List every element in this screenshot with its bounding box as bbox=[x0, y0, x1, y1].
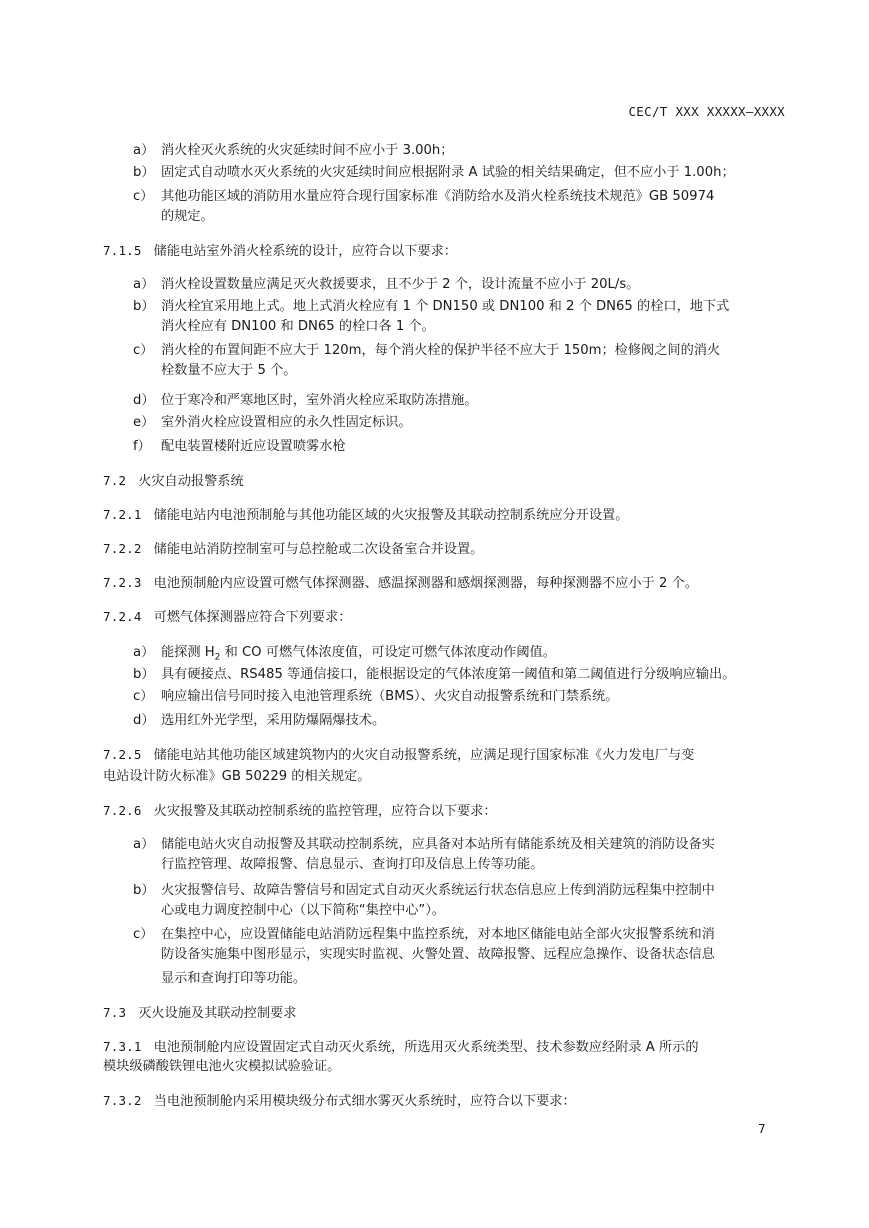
item-marker: c） bbox=[133, 343, 154, 358]
clause-line bbox=[103, 241, 457, 262]
page-header: CEC/T XXX XXXXX—XXXX bbox=[628, 104, 785, 119]
item-marker: b） bbox=[133, 667, 155, 682]
clause-line bbox=[103, 1003, 296, 1024]
list-item-text: 消火栓应有 DN100 和 DN65 的栓口各 1 个。 bbox=[161, 319, 435, 334]
clause-text: 当电池预制舱内采用模块级分布式细水雾灭火系统时，应符合以下要求： bbox=[153, 1094, 576, 1109]
list-item-text: 选用红外光学型，采用防爆隔爆技术。 bbox=[161, 713, 386, 728]
list-item-text: 显示和查询打印等功能。 bbox=[161, 971, 307, 986]
clause-number: 7.2.2 bbox=[103, 541, 142, 556]
clause-number: 7.2.5 bbox=[103, 747, 142, 762]
list-item-text: 火灾报警信号、故障告警信号和固定式自动灭火系统运行状态信息应上传到消防远程集中控制中 bbox=[161, 883, 715, 898]
clause-text: 灭火设施及其联动控制要求 bbox=[138, 1006, 297, 1021]
clause-line bbox=[103, 505, 628, 526]
clause-line bbox=[103, 745, 694, 766]
list-item-text: 行监控管理、故障报警、信息显示、查询打印及信息上传等功能。 bbox=[161, 857, 544, 872]
list-item-text: 能探测 $H_2$ 和 CO 可燃气体浓度值，可设定可燃气体浓度动作阈值。 bbox=[161, 645, 556, 663]
clause-number: 7.3.1 bbox=[103, 1039, 142, 1054]
item-marker: b） bbox=[133, 299, 155, 314]
list-item-text: 的规定。 bbox=[161, 209, 214, 224]
list-item-text: 固定式自动喷水灭火系统的火灾延续时间应根据附录 A 试验的相关结果确定，但不应小于 1.00h； bbox=[161, 165, 735, 180]
item-marker: c） bbox=[133, 689, 154, 704]
item-marker: b） bbox=[133, 883, 155, 898]
clause-number: 7.3.2 bbox=[103, 1093, 142, 1108]
list-item-text: 消火栓的布置间距不应大于 120m，每个消火栓的保护半径不应大于 150m；检修阀之间的消火 bbox=[161, 343, 721, 358]
clause-number: 7.2.6 bbox=[103, 803, 142, 818]
item-marker: a） bbox=[133, 837, 155, 852]
clause-continuation: 模块级磷酸铁锂电池火灾模拟试验验证。 bbox=[103, 1059, 341, 1074]
clause-text: 可燃气体探测器应符合下列要求： bbox=[153, 610, 352, 625]
clause-number: 7.2.1 bbox=[103, 507, 142, 522]
clause-number: 7.2.4 bbox=[103, 609, 142, 624]
list-item-text: 配电装置楼附近应设置喷雾水枪 bbox=[161, 439, 346, 454]
item-marker: e） bbox=[133, 415, 155, 430]
item-marker: b） bbox=[133, 165, 155, 180]
item-marker: c） bbox=[133, 927, 154, 942]
clause-number: 7.1.5 bbox=[103, 243, 142, 258]
clause-line bbox=[103, 801, 497, 822]
list-item-text: 消火栓宜采用地上式。地上式消火栓应有 1 个 DN150 或 DN100 和 2 个 DN65 的栓口，地下式 bbox=[161, 299, 730, 314]
list-item-text: 在集控中心，应设置储能电站消防远程集中监控系统，对本地区储能电站全部火灾报警系统和消 bbox=[161, 927, 715, 942]
list-item-text: 响应输出信号同时接入电池管理系统（BMS）、火灾自动报警系统和门禁系统。 bbox=[161, 689, 619, 704]
list-item-text: 心或电力调度控制中心（以下简称“集控中心”）。 bbox=[161, 903, 445, 918]
list-item-text: 储能电站火灾自动报警及其联动控制系统，应具备对本站所有储能系统及相关建筑的消防设备实 bbox=[161, 837, 715, 852]
clause-text: 储能电站室外消火栓系统的设计，应符合以下要求： bbox=[153, 244, 457, 259]
list-item-text: 其他功能区域的消防用水量应符合现行国家标准《消防给水及消火栓系统技术规范》GB 50974 bbox=[161, 189, 715, 204]
list-item-text: 消火栓灭火系统的火灾延续时间不应小于 3.00h； bbox=[161, 143, 454, 158]
clause-text: 储能电站其他功能区域建筑物内的火灾自动报警系统，应满足现行国家标准《火力发电厂与变 bbox=[153, 748, 695, 763]
clause-text: 电池预制舱内应设置可燃气体探测器、感温探测器和感烟探测器，每种探测器不应小于 2 个。 bbox=[153, 576, 698, 591]
clause-line bbox=[103, 1091, 576, 1112]
list-item-text: 栓数量不应大于 5 个。 bbox=[161, 363, 297, 378]
list-item-text: 消火栓设置数量应满足灭火救援要求，且不少于 2 个，设计流量不应小于 20L/s。 bbox=[161, 277, 640, 292]
item-marker: c） bbox=[133, 189, 154, 204]
clause-number: 7.3 bbox=[103, 1005, 127, 1020]
clause-text: 火灾报警及其联动控制系统的监控管理，应符合以下要求： bbox=[153, 804, 497, 819]
item-marker: a） bbox=[133, 645, 155, 660]
list-item-text: 位于寒冷和严寒地区时，室外消火栓应采取防冻措施。 bbox=[161, 393, 478, 408]
clause-text: 储能电站消防控制室可与总控舱或二次设备室合并设置。 bbox=[153, 542, 484, 557]
clause-text: 火灾自动报警系统 bbox=[138, 474, 244, 489]
clause-text: 电池预制舱内应设置固定式自动灭火系统，所选用灭火系统类型、技术参数应经附录 A 所示的 bbox=[153, 1040, 699, 1055]
clause-continuation: 电站设计防火标准》GB 50229 的相关规定。 bbox=[103, 769, 371, 784]
clause-number: 7.2 bbox=[103, 473, 127, 488]
item-marker: d） bbox=[133, 393, 155, 408]
item-marker: d） bbox=[133, 713, 155, 728]
clause-number: 7.2.3 bbox=[103, 575, 142, 590]
clause-line bbox=[103, 573, 698, 594]
clause-line bbox=[103, 539, 483, 560]
subscript: 2 bbox=[214, 652, 221, 663]
list-item-text: 室外消火栓应设置相应的永久性固定标识。 bbox=[161, 415, 412, 430]
item-marker: a） bbox=[133, 143, 155, 158]
clause-text: 储能电站内电池预制舱与其他功能区域的火灾报警及其联动控制系统应分开设置。 bbox=[153, 508, 629, 523]
clause-line bbox=[103, 1037, 699, 1058]
item-marker: f） bbox=[133, 439, 151, 454]
item-marker: a） bbox=[133, 277, 155, 292]
list-item-text: 防设备实施集中图形显示，实现实时监视、火警处置、故障报警、远程应急操作、设备状态信息 bbox=[161, 947, 715, 962]
list-item-text: 具有硬接点、RS485 等通信接口，能根据设定的气体浓度第一阈值和第二阈值进行分级响应输出。 bbox=[161, 667, 736, 682]
clause-line bbox=[103, 471, 244, 492]
clause-line bbox=[103, 607, 351, 628]
page-number: 7 bbox=[758, 1122, 766, 1136]
